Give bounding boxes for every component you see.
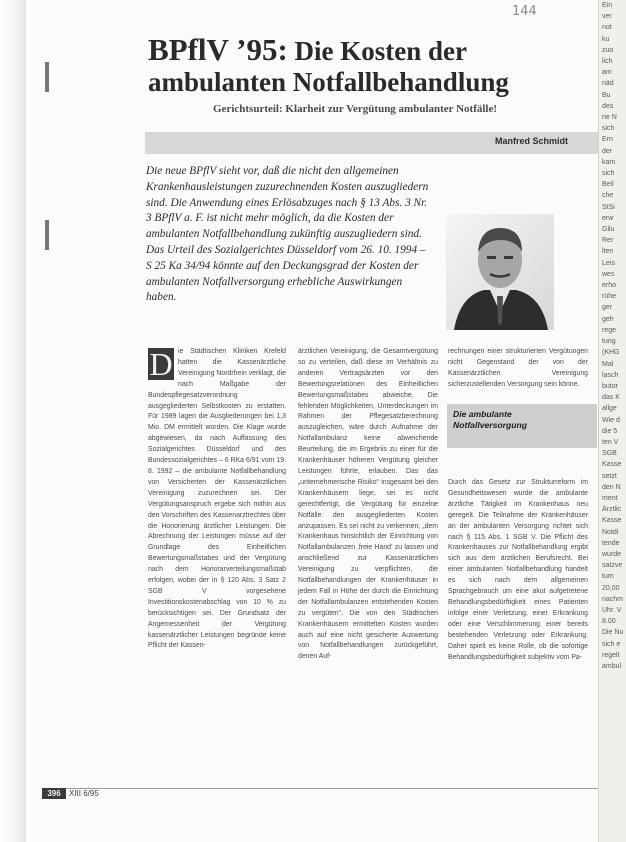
column-3-body [448,478,588,663]
adjacent-page-fragment: lasch [602,371,619,379]
article-subtitle: Gerichtsurteil: Klarheit zur Vergütung ambulanter Notfälle! [213,103,498,115]
adjacent-page-fragment: lich [602,58,613,66]
adjacent-page-fragment: allge [602,405,617,413]
column-2 [298,347,438,663]
column-3-body-text: Durch das Gesetz zur Strukturreform im Gesundheitswesen wurde die ambulante ärztliche Tätigkeit im Krankenhaus neu geregelt. Die Teilnahme der Krankenhäuser an der ambulanten Versorgung richtet sich nach § 115 Abs. 1 SGB V. Die Pflicht des Krankenhauses zur Notfallbehandlung ergibt sich aus dem ärztlichen Berufsrecht. Bei einer ambulanten Notfallbehandlung handelt es sich nach dem allgemeinen Sprachgebrauch um eine akut aufgetretene Behandlungsbedürftigkeit eines Patienten infolge einer Verletzung, einer Erkrankung oder eine Verschlimmerung einer bereits bestehenden Verletzung oder Erkrankung. Daher spielt es keine Rolle, ob die sofortige Behandlungsbedürftigkeit subjektiv vom Pa- [448,479,588,661]
column-2-text: ärztlichen Vereinigung, die Gesamtvergütung so zu verteilen, daß diese im Verhältnis zu anderen Vertragsärzten vor den Bewertungsrelationen des Einheitlichen Bewertungsmaßstabes abweiche. Die fehlenden Möglichkeiten, Unterdeckungen im Rahmen der Pflegesatzberechnung auszugleichen, wäre durch Aufnahme der Notfallambulanz keine abweichende Beurteilung, die im Ergebnis zu einer für die Krankenhäuser höheren Vergütung gleicher Leistungen führte, erlauben. Das das „unternehmerische Risiko“ insgesamt bei den Krankenhäusern liege, sei es nicht gerechtfertigt, die Vergütung für einzelne Notfälle den ausgegliederten Kosten anzupassen. Es sei nicht zu verkennen, „dem Krankenhaus hinsichtlich der Einrichtung von Notfallambulanzen ‚freie Hand‘ zu lassen und anschließend zur Kassenärztlichen Vereinigung zu verpflichten, die Notfallbehandlungen der Krankenhäuser in jedem Fall in Höhe der durch die Einrichtung der Notfallambulanzen entstehenden Kosten zu vergüten“. Die von den Städtischen Krankenhäusern ermittelten Kosten wurden auch auf eine nicht gesicherte Auswertung von Notfallbehandlungen zurückgeführt, denen Auf- [298,348,438,661]
adjacent-page-fragment: not [602,24,612,32]
adjacent-page-fragment: kam [602,158,616,166]
adjacent-page-fragment: rie N [602,114,617,122]
adjacent-page-fragment: tum [602,573,614,581]
column-1 [148,347,286,652]
adjacent-page-fragment: Uhr. V [602,606,622,614]
adjacent-page-fragment: rühe [602,293,617,301]
adjacent-page-fragment: sich e [602,640,621,648]
adjacent-page-fragment: das K [602,394,620,402]
column-3-top-text: rechnungen einer strukturierten Vergütungen nicht Gegenstand der von der Kassenärztlichen Vereinigung sicherzustellenden Versorgung sein könne. [448,348,588,388]
adjacent-page-fragment: geh [602,315,614,323]
adjacent-page-fragment: Leis [602,259,615,267]
article-title [148,34,588,98]
title-part-2: Die Kosten der [287,36,467,66]
author-name: Manfred Schmidt [495,136,569,146]
adjacent-page-fragment: den N [602,483,621,491]
page-footer-rule [42,788,602,801]
adjacent-page-fragment: Wie d [602,416,620,424]
adjacent-page-fragment: setzt [602,472,617,480]
adjacent-page-fragment: che [602,192,614,200]
adjacent-page-fragment: Beil [602,181,614,189]
adjacent-page-fragment: Kasse [602,461,622,469]
adjacent-page-fragment: ambul [602,662,622,670]
adjacent-page-fragment: regelt [602,651,620,659]
adjacent-page-fragment: 8.00 [602,618,616,626]
adjacent-page-fragment: Ern [602,136,613,144]
adjacent-page-fragment: Rer [602,237,614,245]
adjacent-page-fragment: Ein [602,2,613,9]
adjacent-page-fragment: Mal [602,360,614,368]
adjacent-page-fragment: Bu [602,91,611,99]
adjacent-page-fragment: (KHG [602,349,620,357]
punch-mark-top [45,62,49,92]
adjacent-page-fragment: Ärztlic [602,506,622,514]
adjacent-page-fragment: Gilu [602,226,615,234]
adjacent-page-fragment: rege [602,326,617,334]
title-part-3: ambulanten Notfallbehandlung [148,67,509,97]
column-1-text: ie Städtischen Kliniken Krefeld hatten die Kassenärztliche Vereinigung Nordrhein verklagt, die nach Maßgabe der Bundespflegesatzverordnung ausgegliederten Selbstkosten zu erstatten. Für 1989 lagen die Ausgliederungen bei 1,3 Mio. DM ermittelt worden. Die Klage wurde abgewiesen, da nach Auffassung des Sozialgerichtes Düsseldorf und des Bundessozialgerichtes – 6 RKa 6/91 vom 19. 8. 1992 – die ambulante Notfallbehandlung von Versicherten der Kassenärztlichen Vereinigung zuzurechnen sei. Der Vergütungsanspruch ergebe sich mithin aus den Vorschriften des Kassenarztrechtes über die Honorierung ärztlicher Leistungen. Die Abrechnung der Leistungen müsse auf der Grundlage des Einheitlichen Bewertungsmaßstabes und der Vergütung nach dem Honorarverteilungsmaßstab erfolgen, wobei der in § 120 Abs. 3 Satz 2 SGB V vorgesehene Investitionskostenabschlag von 10 % zu berücksichtigen sei. Der Grundsatz der Angemessenheit der Vergütung kassenärztlicher Leistungen begründe keine Pflicht der Kassen- [148,348,286,650]
adjacent-page-fragment: satzve [602,562,623,570]
adjacent-page-fragment: sich [602,170,615,178]
column-3-top [448,347,588,391]
adjacent-page-fragment: wurde [602,550,622,558]
issue-label: XIII 6/95 [69,789,99,798]
handwritten-page-note: 144 [512,4,537,19]
title-part-1: BPflV ’95: [148,32,288,67]
adjacent-page-fragment: butor [602,382,618,390]
adjacent-page-fragment: sich [602,125,615,133]
adjacent-page-fragment: zuo [602,46,614,54]
page-number: 396 [42,788,66,799]
adjacent-page-fragment: erw [602,214,614,222]
article-intro: Die neue BPflV sieht vor, daß die nicht den allgemeinen Krankenhausleistungen zuzurechnenden Kosten auszugliedern sind. Die Anwendung eines Erlösabzuges nach § 13 Abs. 3 Nr. 3 BPflV a. F. ist nicht mehr möglich, da die Kosten der ambulanten Notfallbehandlung zukünftig auszugliedern sind. Das Urteil des Sozialgerichtes Düsseldorf vom 26. 10. 1994 – S 25 Ka 34/94 könnte auf den Deckungsgrad der Kosten der ambulanten Notfallversorgung erhebliche Auswirkungen haben. [146,165,429,304]
adjacent-page-fragment: tende [602,539,620,547]
adjacent-page-fragment: erho [602,282,617,290]
adjacent-page-fragment: nachm [602,595,624,603]
adjacent-page-fragment: am [602,69,612,77]
adjacent-page-fragment: der [602,147,613,155]
adjacent-page-fragment: ver [602,13,612,21]
section-heading-box [447,404,597,448]
author-portrait-photo [446,214,554,330]
scan-left-margin [0,0,26,842]
adjacent-page-fragment: Die Nu [602,629,624,637]
adjacent-page-fragment: die 5 [602,427,618,435]
adjacent-page-fragment: des [602,102,614,110]
adjacent-page-fragment: ger [602,304,613,312]
adjacent-page-fragment: Notdi [602,528,619,536]
adjacent-page-fragment: 20,00 [602,584,620,592]
adjacent-page-fragment: ten V [602,438,619,446]
adjacent-page-fragment: näd [602,80,614,88]
drop-cap: D [149,346,173,382]
adjacent-page-strip [598,0,626,842]
adjacent-page-fragment: wes [602,270,615,278]
adjacent-page-fragment: Kasse [602,517,622,525]
punch-mark-bottom [45,220,49,250]
adjacent-page-fragment: lten [602,248,614,256]
adjacent-page-fragment: tung [602,338,616,346]
adjacent-page-fragment: SGB [602,450,617,458]
adjacent-page-fragment: ku [602,35,610,43]
section-heading: Die ambulante Notfallversorgung [453,409,528,430]
adjacent-page-fragment: StSi [602,203,615,211]
adjacent-page-fragment: ment [602,494,618,502]
